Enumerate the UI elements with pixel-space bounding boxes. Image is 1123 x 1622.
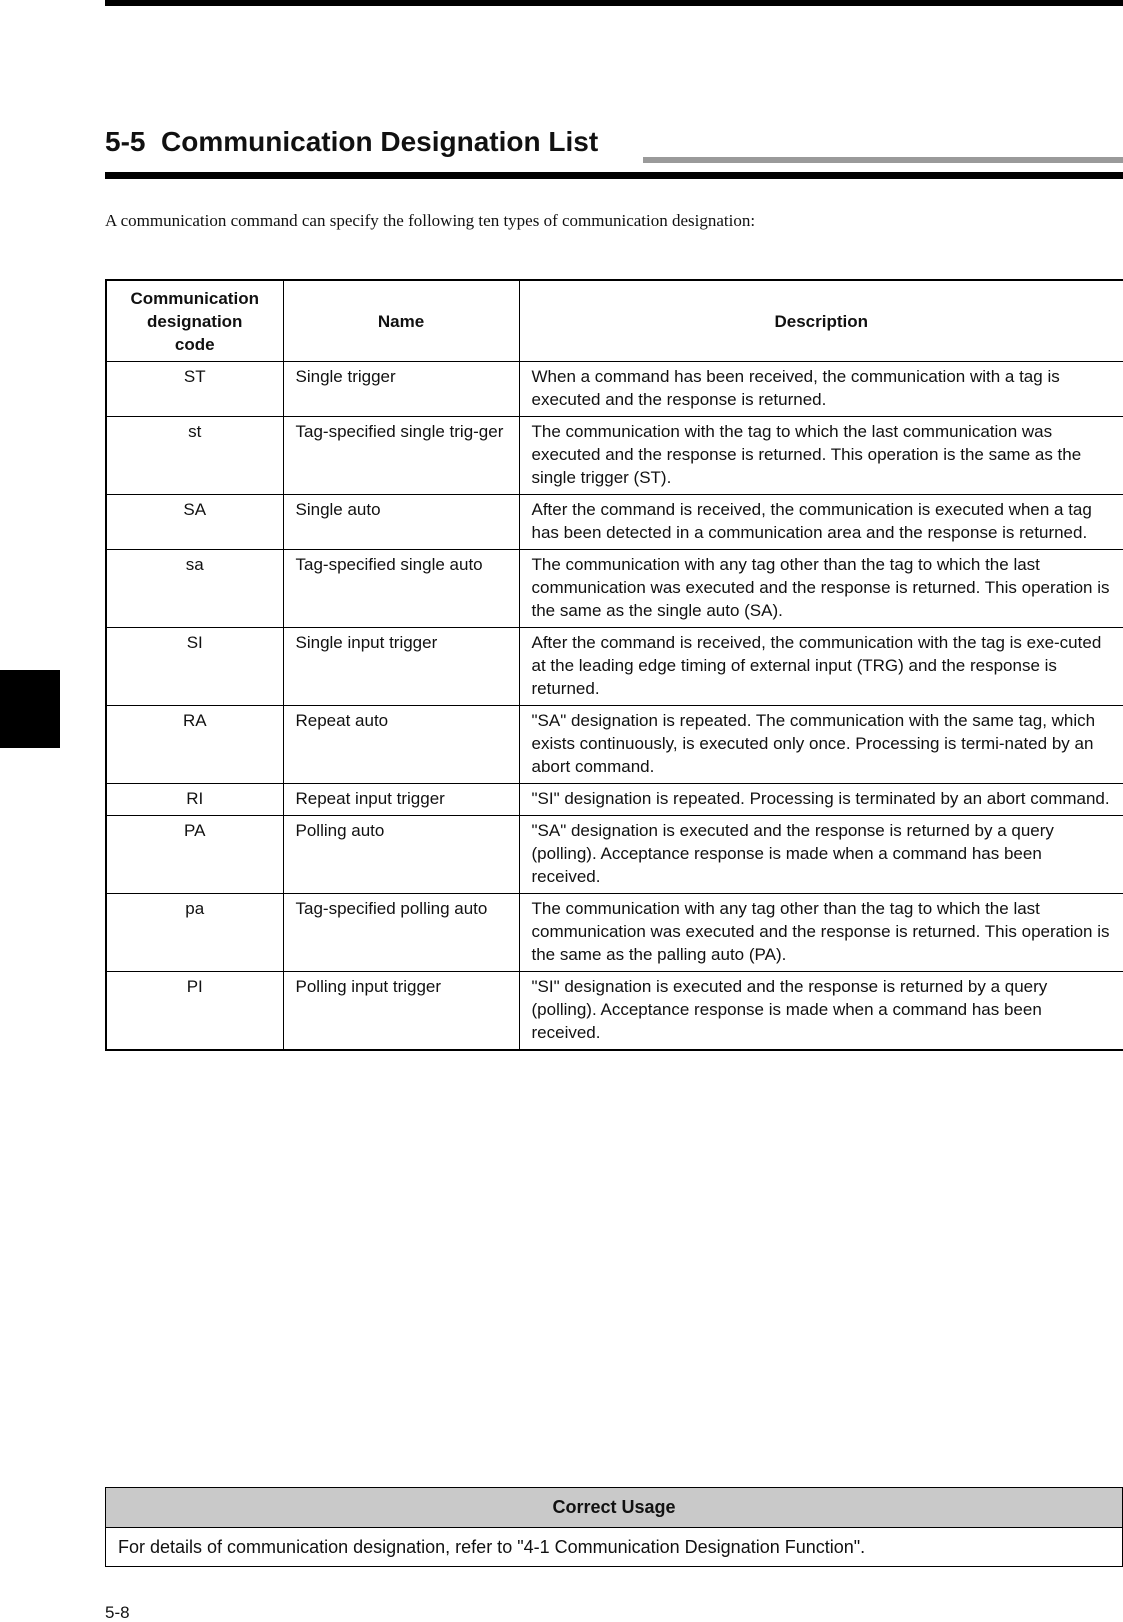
table-row [106,816,1123,894]
table-row [106,784,1123,816]
header-description: Description [519,280,1123,362]
cell-code: PI [106,972,283,1051]
cell-name: Tag-specified single auto [283,550,519,628]
cell-code: pa [106,894,283,972]
correct-usage-text: For details of communication designation, refer to "4-1 Communication Designation Function". [118,1537,866,1557]
cell-code: SA [106,495,283,550]
top-rule [105,0,1123,6]
cell-code: st [106,417,283,495]
chapter-thumb-tab [0,670,60,748]
header-name: Name [283,280,519,362]
cell-name: Single auto [283,495,519,550]
cell-name: Polling auto [283,816,519,894]
cell-description: The communication with any tag other than the tag to which the last communication was executed and the response is returned. This operation is the same as the single auto (SA). [519,550,1123,628]
cell-description: "SA" designation is repeated. The communication with the same tag, which exists continuously, is executed only once. Processing is termi-nated by an abort command. [519,706,1123,784]
table-row [106,495,1123,550]
intro-paragraph: A communication command can specify the following ten types of communication designation: [105,211,756,230]
table-header-row [106,280,1123,362]
cell-name: Tag-specified polling auto [283,894,519,972]
cell-description: "SI" designation is executed and the response is returned by a query (polling). Acceptance response is made when a command has been received. [519,972,1123,1051]
cell-description: "SI" designation is repeated. Processing is terminated by an abort command. [519,784,1123,816]
cell-description: The communication with the tag to which the last communication was executed and the response is returned. This operation is the same as the single trigger (ST). [519,417,1123,495]
cell-description: After the command is received, the communication with the tag is exe-cuted at the leading edge timing of external input (TRG) and the response is returned. [519,628,1123,706]
cell-description: After the command is received, the communication is executed when a tag has been detected in a communication area and the response is returned. [519,495,1123,550]
table-row [106,706,1123,784]
cell-name: Single input trigger [283,628,519,706]
title-gray-bar [643,157,1123,163]
designation-table [105,279,1123,1051]
cell-description: When a command has been received, the communication with a tag is executed and the response is returned. [519,362,1123,417]
cell-name: Polling input trigger [283,972,519,1051]
cell-name: Single trigger [283,362,519,417]
header-code-line2: designation [147,311,243,331]
cell-code: sa [106,550,283,628]
cell-name: Tag-specified single trig-ger [283,417,519,495]
page-title [105,128,598,156]
cell-name: Repeat input trigger [283,784,519,816]
title-underline [105,172,1123,179]
table-row [106,417,1123,495]
cell-name: Repeat auto [283,706,519,784]
page-number: 5-8 [105,1603,130,1622]
cell-code: RI [106,784,283,816]
cell-code: SI [106,628,283,706]
table-row [106,972,1123,1051]
cell-description: The communication with any tag other than the tag to which the last communication was executed and the response is returned. This operation is the same as the palling auto (PA). [519,894,1123,972]
table-row [106,894,1123,972]
header-code [106,280,283,362]
header-code-line3: code [174,334,215,354]
section-number: 5-5 [105,126,146,157]
table-row [106,362,1123,417]
table-row [106,628,1123,706]
cell-code: PA [106,816,283,894]
cell-description: "SA" designation is executed and the response is returned by a query (polling). Acceptance response is made when a command has been received. [519,816,1123,894]
header-code-line1: Communication [130,288,259,308]
section-title-text: Communication Designation List [161,126,599,157]
correct-usage-box [105,1487,1123,1567]
correct-usage-heading: Correct Usage [106,1488,1122,1528]
cell-code: ST [106,362,283,417]
cell-code: RA [106,706,283,784]
table-row [106,550,1123,628]
